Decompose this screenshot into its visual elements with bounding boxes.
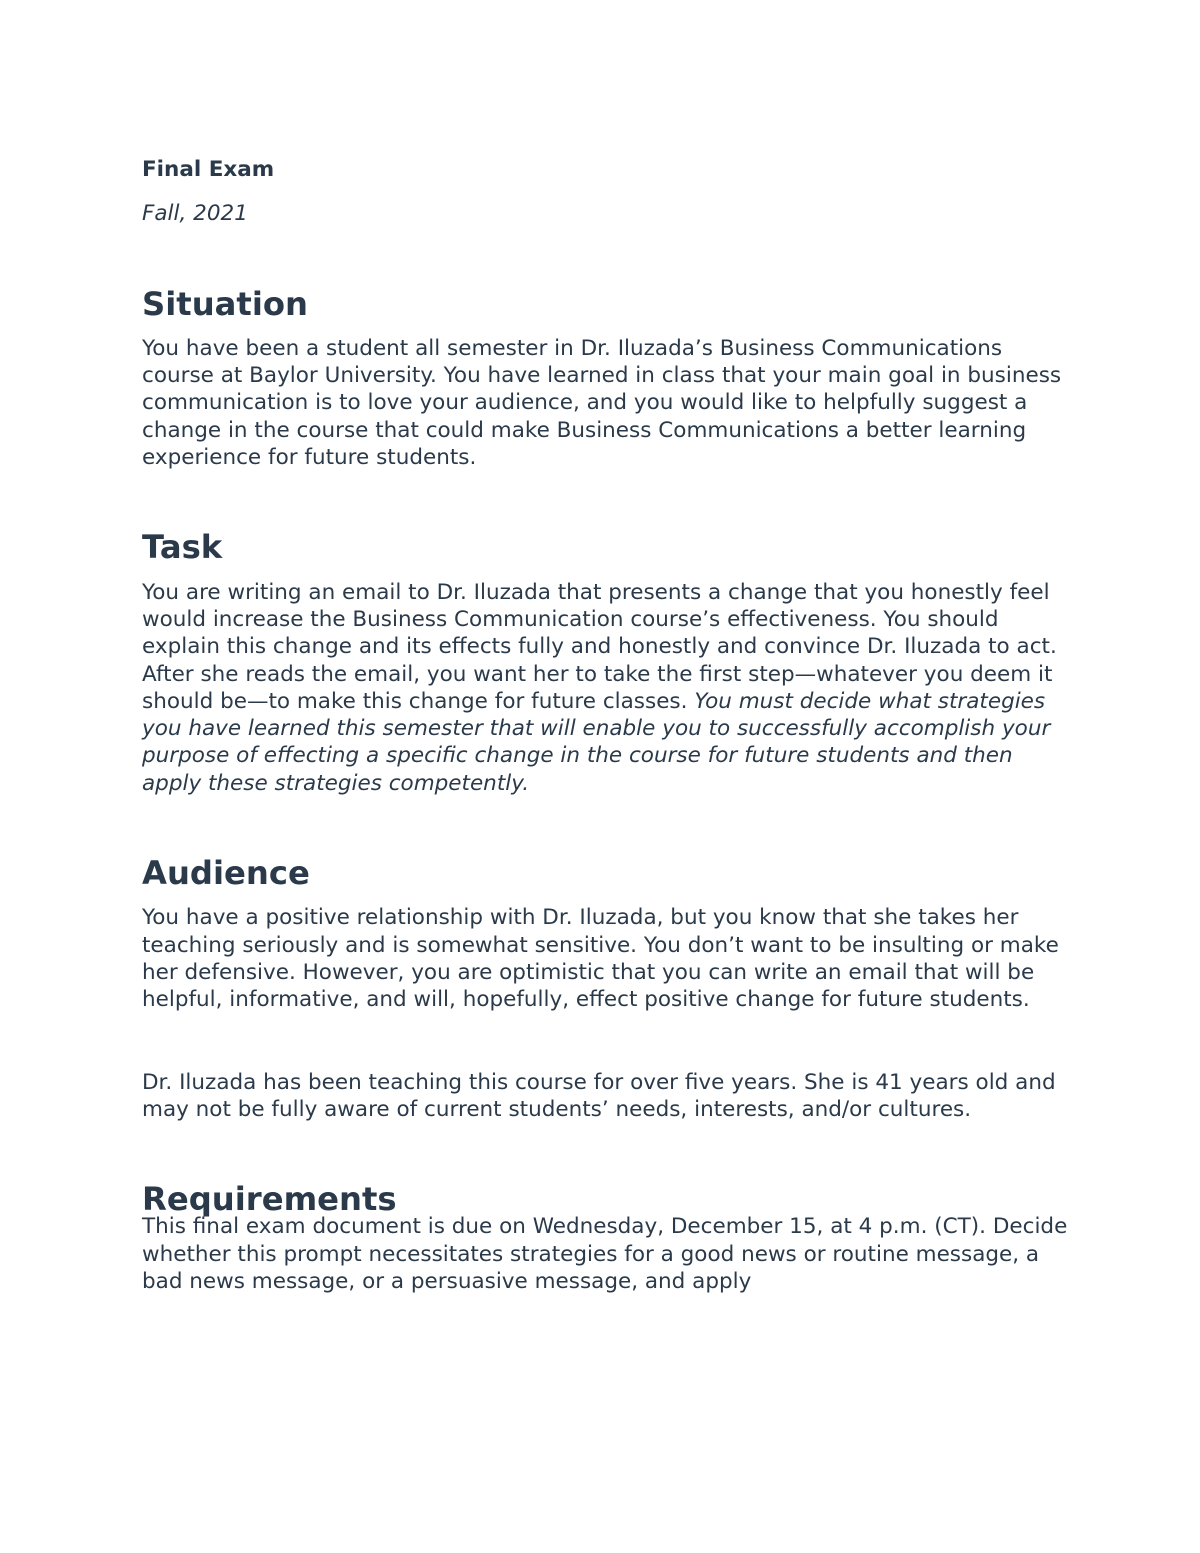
audience-paragraph-2: Dr. Iluzada has been teaching this course for over five years. She is 41 years old and may not be fully aware of current students’ needs, interests, and/or cultures. <box>142 1069 1056 1122</box>
situation-paragraph: You have been a student all semester in Dr. Iluzada’s Business Communications course at Baylor University. You have learned in class that your main goal in business communication is to love your audience, and you would like to helpfully suggest a change in the course that could make Business Communications a better learning experience for future students. <box>142 335 1062 471</box>
document-title: Final Exam <box>142 157 275 182</box>
audience-heading: Audience <box>142 854 310 893</box>
task-paragraph-italic: You must decide what strategies you have learned this semester that will enable you to successfully accomplish your purpose of effecting a specific change in the course for future students and then apply these strategies competently. <box>142 688 1051 796</box>
task-heading: Task <box>142 528 223 567</box>
task-paragraph-plain: You are writing an email to Dr. Iluzada that presents a change that you honestly feel would increase the Business Communication course’s effectiveness. You should explain this change and its effects fully and honestly and convince Dr. Iluzada to act. After she reads the email, you want her to take the first step—whatever you deem it should be—to make this change for future classes. <box>142 579 1057 714</box>
audience-paragraph-1: You have a positive relationship with Dr. Iluzada, but you know that she takes her teaching seriously and is somewhat sensitive. You don’t want to be insulting or make her defensive. However, you are optimistic that you can write an email that will be helpful, informative, and will, hopefully, effect positive change for future students. <box>142 905 1059 1013</box>
requirements-heading: Requirements <box>142 1180 397 1219</box>
task-paragraph <box>142 579 1072 797</box>
situation-heading: Situation <box>142 284 309 323</box>
document-page <box>142 156 1072 1295</box>
requirements-paragraph: This final exam document is due on Wednesday, December 15, at 4 p.m. (CT). Decide whether this prompt necessitates strategies for a good news or routine message, a bad news message, or a persuasive message, and apply <box>142 1214 1068 1295</box>
document-subtitle: Fall, 2021 <box>142 201 248 227</box>
